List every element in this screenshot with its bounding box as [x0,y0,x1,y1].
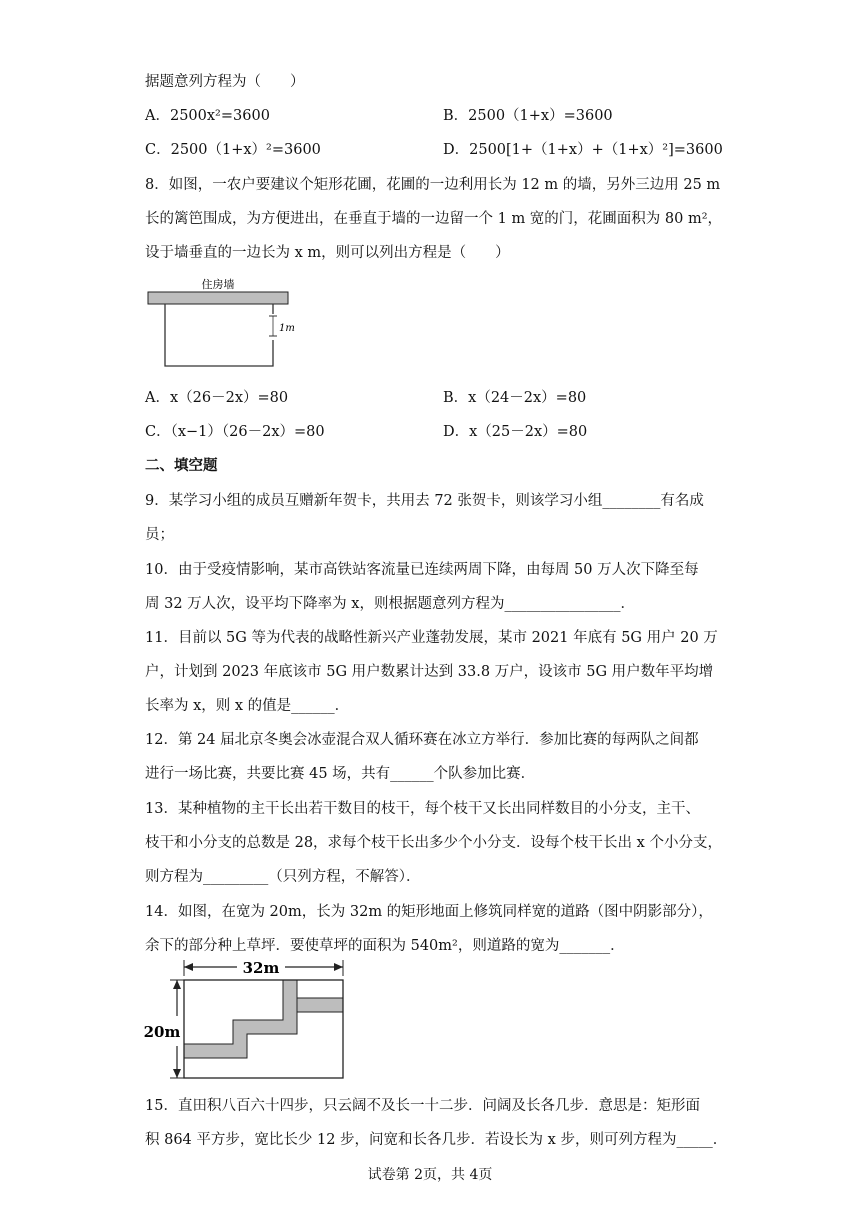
road-branch [297,998,343,1012]
road [184,980,297,1058]
house-wall [148,292,288,304]
q11-line-2: 户，计划到 2023 年底该市 5G 用户数累计达到 33.8 万户，设该市 5G 用户数年平均增 [145,664,714,680]
q11-line-1: 11．目前以 5G 等为代表的战略性新兴产业蓬勃发展，某市 2021 年底有 5G 用户 20 万 [145,630,718,646]
door-label: 1m [279,323,295,334]
q14-line-2: 余下的部分种上草坪．要使草坪的面积为 540m²，则道路的宽为_______． [145,938,625,954]
q13-line-2: 枝干和小分支的总数是 28，求每个枝干长出多少个小分支．设每个枝干长出 x 个小分支， [145,835,722,851]
q7-option-a: A．2500x²=3600 [145,108,270,124]
page-footer: 试卷第 2页，共 4页 [367,1167,493,1183]
q7-stem: 据题意列方程为（ ） [145,74,305,90]
q8-option-b: B．x（24－2x）=80 [443,390,587,406]
q9-line-1: 9．某学习小组的成员互赠新年贺卡，共用去 72 张贺卡，则该学习小组________有名成 [145,493,704,509]
section-title: 二、填空题 [145,458,218,474]
q13-line-3: 则方程为_________（只列方程，不解答）． [145,869,421,885]
q15-line-1: 15．直田积八百六十四步，只云阔不及长一十二步．问阔及长各几步．意思是：矩形面 [145,1098,700,1114]
q7-option-d: D．2500[1+（1+x）+（1+x）²]=3600 [443,142,723,158]
q7-option-c: C．2500（1+x）²=3600 [145,142,321,158]
q8-line-3: 设于墙垂直的一边长为 x m，则可以列出方程是（ ） [145,245,510,261]
garden-figure [140,274,300,374]
q9-line-2: 员； [145,527,174,543]
q8-line-1: 8．如图，一农户要建议个矩形花圃，花圃的一边利用长为 12 m 的墙，另外三边用 25 m [145,177,721,193]
q7-option-b: B．2500（1+x）=3600 [443,108,613,124]
q8-option-c: C．（x−1）（26－2x）=80 [145,424,325,440]
road-figure [140,958,360,1086]
q8-option-a: A．x（26－2x）=80 [145,390,289,406]
q12-line-1: 12．第 24 届北京冬奥会冰壶混合双人循环赛在冰立方举行．参加比赛的每两队之间都 [145,732,699,748]
width-label: 20m [143,1023,181,1041]
length-label: 32m [242,959,280,977]
q10-line-2: 周 32 万人次，设平均下降率为 x，则根据题意列方程为________________． [145,596,635,612]
wall-label: 住房墙 [201,278,235,291]
q11-line-3: 长率为 x，则 x 的值是______． [145,698,350,714]
q14-line-1: 14．如图，在宽为 20m，长为 32m 的矩形地面上修筑同样宽的道路（图中阴影部分）， [145,904,713,920]
q12-line-2: 进行一场比赛，共要比赛 45 场，共有______个队参加比赛． [145,766,536,782]
q13-line-1: 13．某种植物的主干长出若干数目的枝干，每个枝干又长出同样数目的小分支，主干、 [145,801,700,817]
fence [165,304,273,366]
q15-line-2: 积 864 平方步，宽比长少 12 步，问宽和长各几步．若设长为 x 步，则可列方程为_____． [145,1132,728,1148]
q8-line-2: 长的篱笆围成，为方便进出，在垂直于墙的一边留一个 1 m 宽的门，花圃面积为 80 m²， [145,211,723,227]
q8-option-d: D．x（25－2x）=80 [443,424,588,440]
q10-line-1: 10．由于受疫情影响，某市高铁站客流量已连续两周下降，由每周 50 万人次下降至每 [145,562,699,578]
